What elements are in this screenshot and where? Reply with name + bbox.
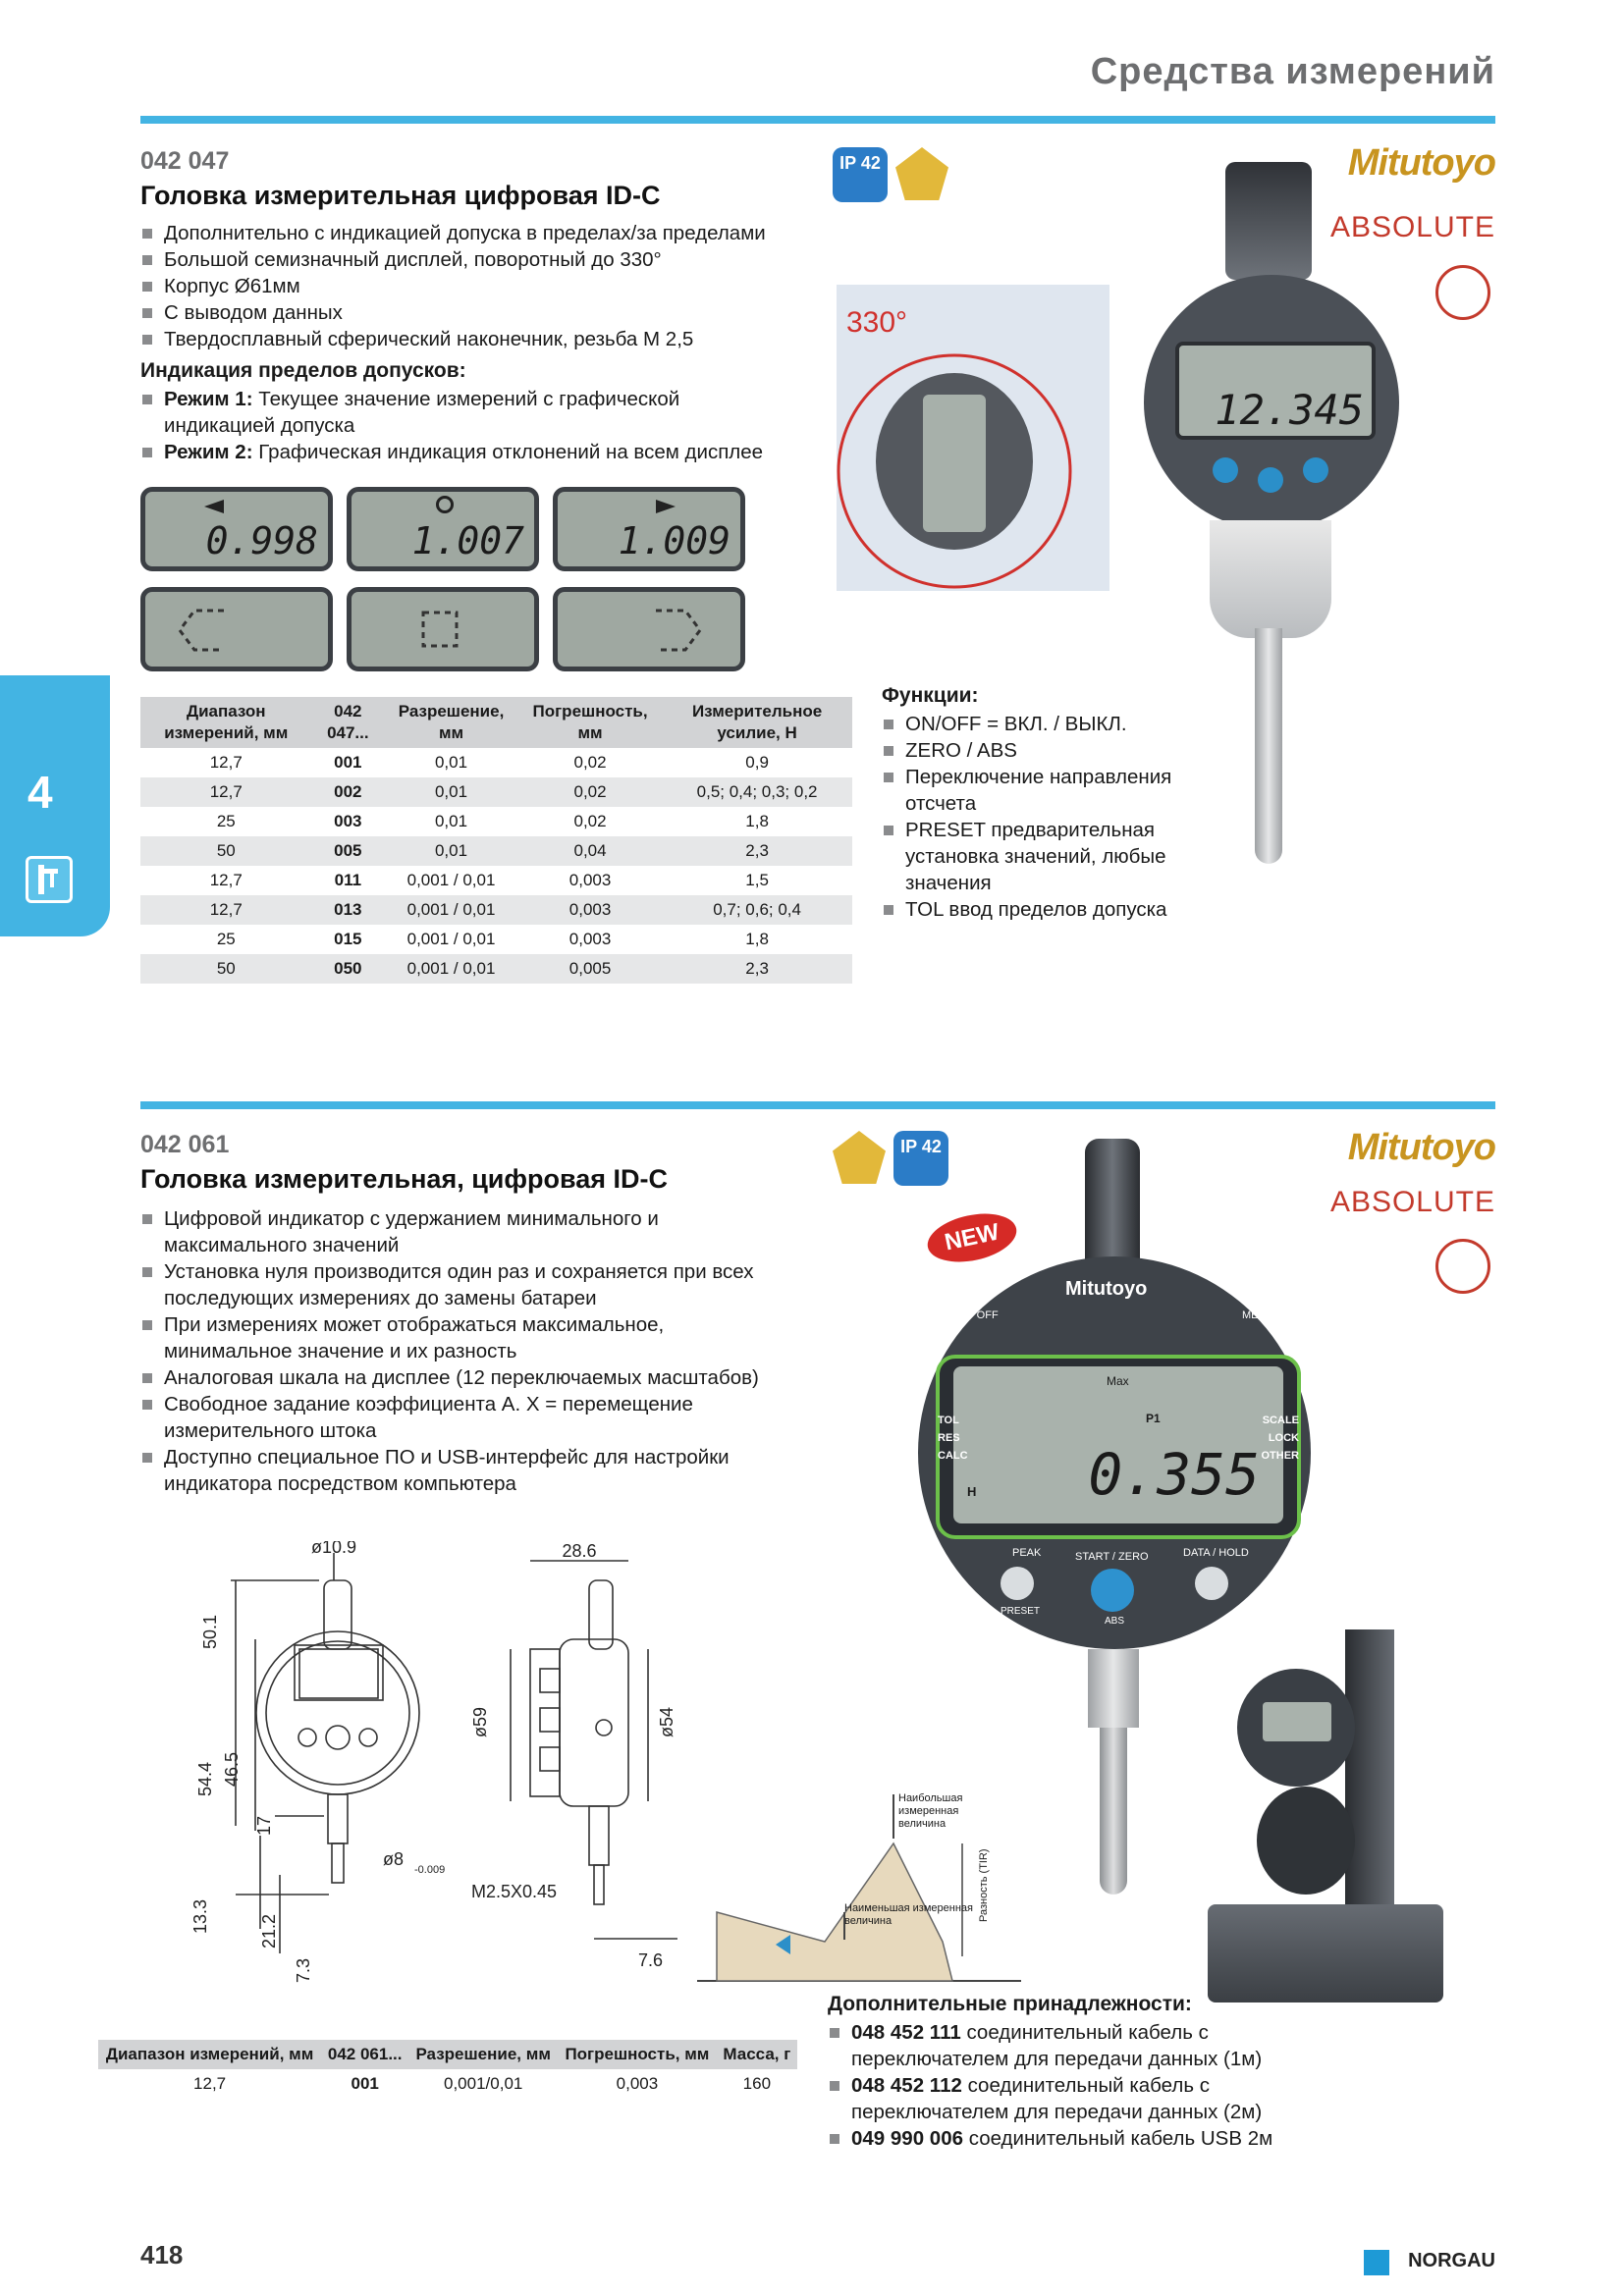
table-row	[140, 954, 852, 984]
table-cell: 1,5	[745, 871, 769, 889]
comparator-stand-photo	[1208, 1629, 1502, 2002]
table-header: Измерительное усилие, Н	[662, 697, 852, 748]
table-cell: 015	[334, 930, 362, 948]
feature-item: Корпус Ø61мм	[140, 273, 828, 299]
ip-rating-icon: IP 42	[833, 147, 888, 202]
table-cell: 12,7	[140, 895, 312, 925]
table-header: Диапазон измерений, мм	[98, 2040, 321, 2069]
rotated-display-photo: 330°	[837, 285, 1109, 591]
table-cell: 12,7	[209, 871, 243, 889]
table-cell: 0,001/0,01	[444, 2074, 523, 2093]
functions-heading: Функции:	[882, 684, 979, 707]
feature-item: Твердосплавный сферический наконечник, резьба М 2,5	[140, 326, 828, 352]
table-cell: 0,01	[434, 812, 468, 830]
feature-list	[140, 1205, 788, 1497]
table-cell: 0,001 / 0,01	[384, 954, 518, 984]
svg-text:ø59: ø59	[470, 1706, 490, 1737]
indicator-stem	[1088, 1649, 1139, 1728]
accessories-list	[828, 2019, 1299, 2152]
data-hold-button[interactable]	[1195, 1567, 1228, 1600]
svg-text:Разность (TIR): Разность (TIR)	[978, 1848, 990, 1922]
function-item: ZERO / ABS	[882, 737, 1206, 764]
chapter-number: 4	[27, 767, 53, 818]
svg-text:21.2: 21.2	[259, 1913, 279, 1949]
set-button[interactable]	[1258, 467, 1283, 493]
function-item: PRESET предварительная установка значений, любые значения	[882, 817, 1206, 896]
lcd-graphic-sample	[140, 587, 333, 671]
dimension-drawing	[187, 1541, 707, 1993]
norgau-logo-square	[1364, 2250, 1389, 2275]
feature-item: Установка нуля производится один раз и сохраняется при всех последующих измерениях до замены батареи	[140, 1258, 788, 1311]
feature-item: Аналоговая шкала на дисплее (12 переключаемых масштабов)	[140, 1364, 788, 1391]
feature-item: Доступно специальное ПО и USB-интерфейс для настройки индикатора посредством компьютера	[140, 1444, 788, 1497]
table-cell: 0,7; 0,6; 0,4	[662, 895, 852, 925]
table-header: Масса, г	[717, 2040, 797, 2069]
table-cell: 0,9	[745, 753, 769, 772]
indicator-spindle	[1100, 1728, 1127, 1895]
function-item: TOL ввод пределов допуска	[882, 896, 1206, 923]
lcd-graphic-sample	[347, 587, 539, 671]
feature-item: Большой семизначный дисплей, поворотный до 330°	[140, 246, 828, 273]
table-cell: 050	[312, 954, 385, 984]
new-badge: NEW	[923, 1206, 1021, 1269]
feature-item: Дополнительно с индикацией допуска в пределах/за пределами	[140, 220, 828, 246]
table-cell: 002	[312, 777, 385, 807]
tolerance-mode-item: Режим 2: Графическая индикация отклонений на всем дисплее	[140, 439, 788, 465]
header-rule	[140, 116, 1495, 124]
page-header-title: Средства измерений	[1090, 51, 1495, 92]
accessory-item: 049 990 006 соединительный кабель USB 2м	[828, 2125, 1299, 2152]
feature-item: С выводом данных	[140, 299, 828, 326]
table-cell: 0,04	[518, 836, 662, 866]
accessory-item: 048 452 112 соединительный кабель с переключателем для передачи данных (2м)	[828, 2072, 1299, 2125]
table-cell: 0,02	[573, 812, 607, 830]
svg-text:28.6: 28.6	[562, 1541, 597, 1561]
functions-list	[882, 711, 1206, 923]
table-cell: 1,8	[745, 930, 769, 948]
start-zero-button[interactable]	[1091, 1569, 1134, 1612]
mode-button[interactable]	[1213, 457, 1238, 483]
table-cell: 0,02	[573, 753, 607, 772]
caliper-icon	[26, 856, 73, 903]
lcd-sample: 0.998	[140, 487, 333, 571]
table-row	[140, 748, 852, 777]
tolerance-mode-list	[140, 386, 788, 465]
absolute-sensor-icon	[833, 1131, 886, 1184]
svg-text:13.3: 13.3	[190, 1898, 210, 1934]
table-cell: 001	[351, 2074, 379, 2093]
product-code: 042 047	[140, 147, 230, 175]
table-cell: 0,001 / 0,01	[406, 930, 496, 948]
absolute-logo: ABSOLUTE	[1329, 211, 1495, 243]
table-cell: 12,7	[193, 2074, 227, 2093]
table-cell: 25	[216, 930, 236, 948]
table-cell: 0,001 / 0,01	[384, 895, 518, 925]
table-header: 042 061...	[321, 2040, 408, 2069]
accessories-heading: Дополнительные принадлежности:	[828, 1993, 1192, 2015]
svg-text:50.1: 50.1	[200, 1614, 220, 1649]
svg-text:7.6: 7.6	[638, 1950, 664, 1970]
spec-table	[98, 2040, 797, 2099]
lcd-graphic-sample	[553, 587, 745, 671]
table-cell: 0,005	[518, 954, 662, 984]
indicator-cap	[1225, 162, 1312, 280]
table-cell: 1,8	[745, 812, 769, 830]
table-row	[140, 777, 852, 807]
feature-list	[140, 220, 828, 352]
table-cell: 0,5; 0,4; 0,3; 0,2	[662, 777, 852, 807]
table-cell: 003	[334, 812, 362, 830]
table-cell: 25	[216, 812, 236, 830]
table-row	[140, 925, 852, 954]
certificate-seal-icon	[1435, 1239, 1490, 1294]
table-cell: 160	[742, 2074, 772, 2093]
feature-item: Свободное задание коэффициента А. Х = перемещение измерительного штока	[140, 1391, 788, 1444]
svg-text:ø10.9: ø10.9	[310, 1541, 357, 1557]
mitutoyo-logo: Mitutoyo	[1347, 142, 1495, 184]
indicator-dial: 12.345	[1144, 275, 1399, 530]
table-cell: 001	[334, 753, 362, 772]
svg-text:46.5: 46.5	[222, 1751, 242, 1787]
table-cell: 0,003	[518, 895, 662, 925]
table-cell: 005	[312, 836, 385, 866]
table-row	[140, 836, 852, 866]
peak-preset-button[interactable]	[1001, 1567, 1034, 1600]
table-row	[140, 866, 852, 895]
accessory-item: 048 452 111 соединительный кабель с переключателем для передачи данных (1м)	[828, 2019, 1299, 2072]
table-cell: 0,003	[568, 930, 612, 948]
table-cell: 0,003	[568, 871, 612, 889]
svg-text:-0.009: -0.009	[414, 1864, 446, 1876]
ip-rating-icon: IP 42	[893, 1131, 948, 1186]
table-cell: 011	[334, 871, 362, 889]
section-rule	[140, 1101, 1495, 1109]
feature-item: При измерениях может отображаться максимальное, минимальное значение и их разность	[140, 1311, 788, 1364]
spec-table	[140, 697, 852, 984]
lcd-sample: 1.007	[347, 487, 539, 571]
norgau-logo: NORGAU	[1408, 2250, 1495, 2271]
table-header: Разрешение, мм	[384, 697, 518, 748]
page-number: 418	[140, 2240, 184, 2269]
function-item: ON/OFF = ВКЛ. / ВЫКЛ.	[882, 711, 1206, 737]
table-cell: 0,01	[384, 836, 518, 866]
svg-text:ø54: ø54	[657, 1706, 676, 1737]
measurement-diagram: Наибольшая измеренная величина Наименьшая измеренная величина Разность (TIR)	[697, 1785, 1021, 1991]
absolute-logo: ABSOLUTE	[1329, 1186, 1495, 1218]
table-cell: 013	[312, 895, 385, 925]
lcd-sample: 1.009	[553, 487, 745, 571]
table-cell: 50	[140, 954, 312, 984]
svg-text:54.4: 54.4	[195, 1761, 215, 1796]
product-title: Головка измерительная, цифровая ID-C	[140, 1164, 669, 1194]
table-header: Диапазон измерений, мм	[140, 697, 312, 748]
data-button[interactable]	[1303, 457, 1328, 483]
svg-text:M2.5X0.45: M2.5X0.45	[471, 1882, 558, 1901]
table-cell: 2,3	[662, 954, 852, 984]
mitutoyo-logo: Mitutoyo	[1347, 1127, 1495, 1168]
table-cell: 50	[140, 836, 312, 866]
table-cell: 0,001 / 0,01	[406, 871, 496, 889]
table-header: Разрешение, мм	[408, 2040, 558, 2069]
product-title: Головка измерительная цифровая ID-C	[140, 181, 661, 210]
table-cell: 2,3	[662, 836, 852, 866]
table-cell: 0,003	[616, 2074, 659, 2093]
indicator-cap	[1085, 1139, 1140, 1276]
table-cell: 12,7	[140, 777, 312, 807]
function-item: Переключение направления отсчета	[882, 764, 1206, 817]
svg-text:17: 17	[254, 1815, 274, 1836]
table-cell: 0,01	[384, 777, 518, 807]
table-cell: 0,01	[434, 753, 468, 772]
table-header: Погрешность, мм	[558, 2040, 717, 2069]
table-cell: 0,02	[518, 777, 662, 807]
table-header: Погрешность, мм	[518, 697, 662, 748]
indicator-dial: Mitutoyo ON / OFF MENU Max P1 H 0.355 TOL RES CALC SCALE LOCK OTHER PEAK PRESET START / ZERO ABS DATA / HOLD	[918, 1256, 1311, 1649]
tolerance-mode-item: Режим 1: Текущее значение измерений с графической индикацией допуска	[140, 386, 788, 439]
absolute-sensor-icon	[895, 147, 948, 200]
indicator-spindle	[1255, 628, 1282, 864]
table-row	[140, 807, 852, 836]
svg-text:ø8: ø8	[383, 1849, 405, 1869]
table-row	[98, 2069, 797, 2099]
indicator-stem-housing	[1210, 520, 1331, 638]
product-code: 042 061	[140, 1131, 230, 1158]
svg-text:7.3: 7.3	[294, 1957, 313, 1983]
table-cell: 12,7	[209, 753, 243, 772]
feature-item: Цифровой индикатор с удержанием минимального и максимального значений	[140, 1205, 788, 1258]
certificate-seal-icon	[1435, 265, 1490, 320]
tolerance-heading: Индикация пределов допусков:	[140, 359, 466, 382]
table-header: 042 047...	[312, 697, 385, 748]
table-row	[140, 895, 852, 925]
